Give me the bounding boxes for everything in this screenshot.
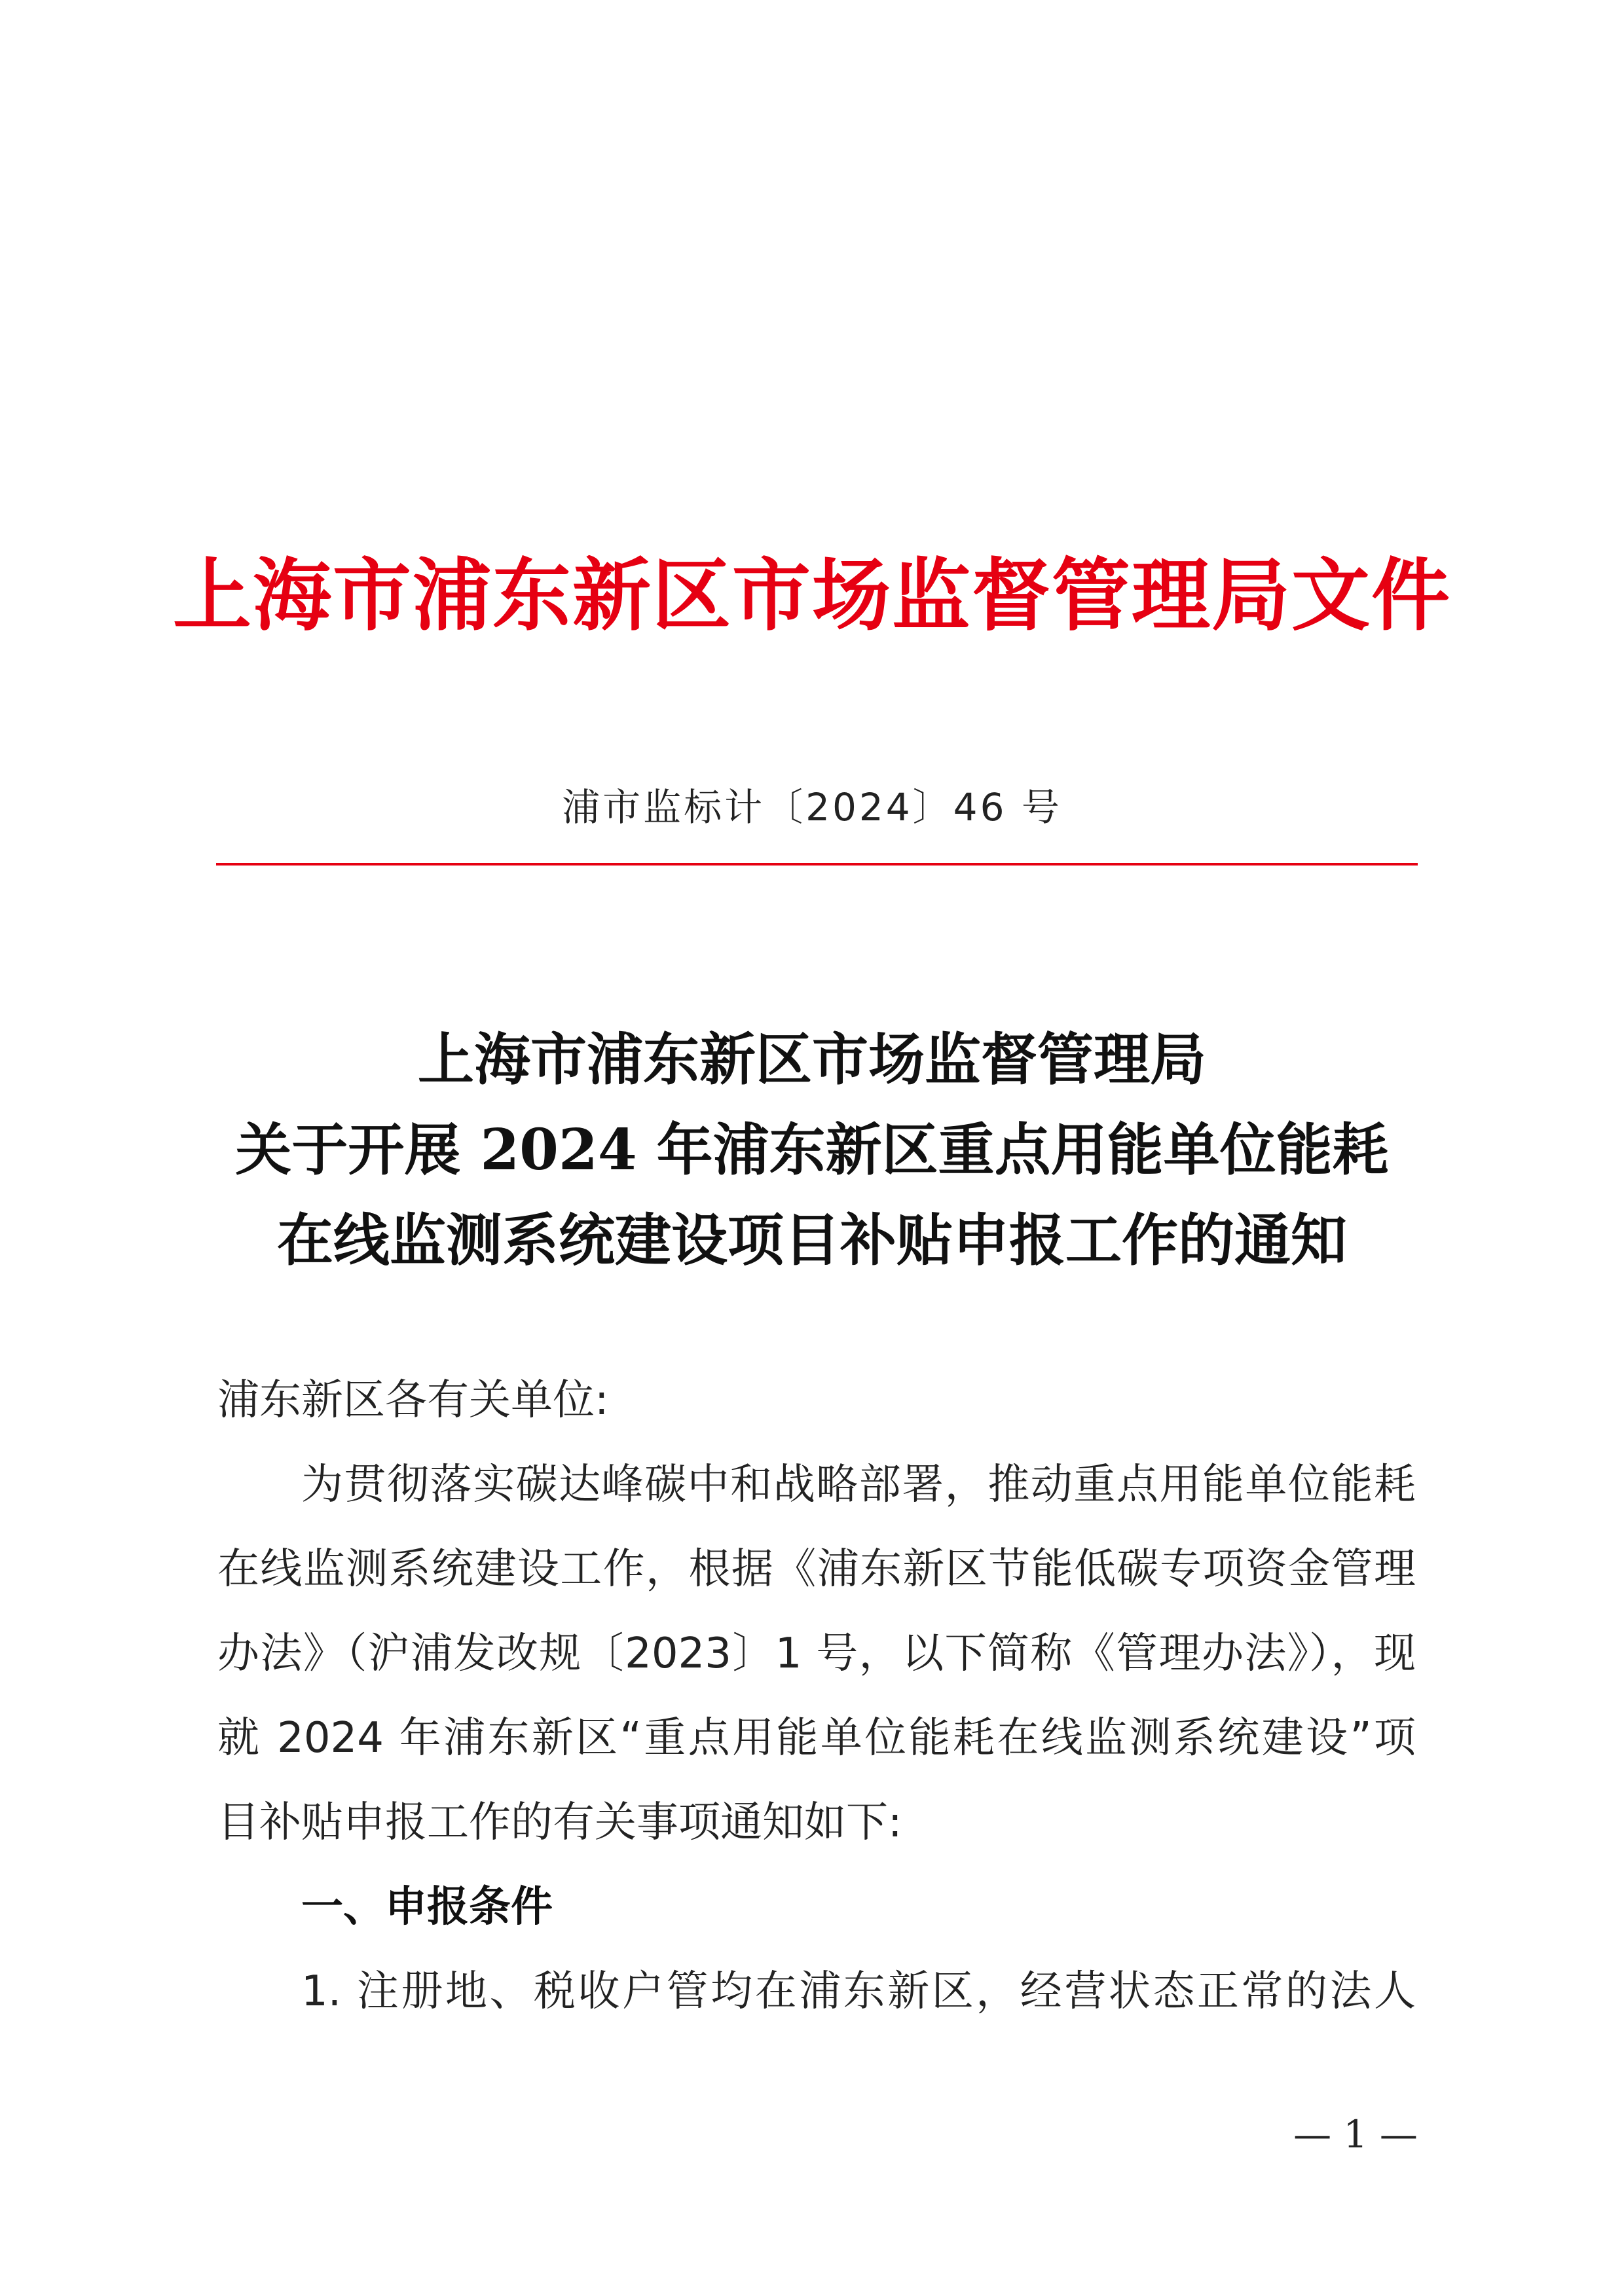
salutation: 浦东新区各有关单位: — [217, 1376, 609, 1425]
notice-title-line: 在线监测系统建设项目补贴申报工作的通知 — [277, 1207, 1347, 1273]
paragraph-line: 办法》（沪浦发改规〔2023〕1 号，以下简称《管理办法》），现 — [217, 1630, 1416, 1678]
page-number: — 1 — — [1293, 2112, 1418, 2157]
org-file-title: 上海市浦东新区市场监督管理局文件 — [173, 549, 1451, 642]
paragraph-line: 为贯彻落实碳达峰碳中和战略部署，推动重点用能单位能耗 — [301, 1461, 1416, 1509]
paragraph-line: 就 2024 年浦东新区“重点用能单位能耗在线监测系统建设”项 — [217, 1714, 1416, 1762]
intro-paragraph — [217, 1443, 1416, 1865]
notice-title — [0, 1015, 1624, 1286]
notice-title-line: 上海市浦东新区市场监督管理局 — [418, 1027, 1206, 1093]
red-divider-rule — [216, 863, 1418, 866]
notice-title-line: 关于开展 2024 年浦东新区重点用能单位能耗 — [235, 1117, 1389, 1183]
condition-item: 1. 注册地、税收户管均在浦东新区，经营状态正常的法人 — [301, 1967, 1416, 2016]
paragraph-line: 目补贴申报工作的有关事项通知如下: — [217, 1798, 902, 1847]
section-heading: 一、申报条件 — [301, 1883, 553, 1931]
document-number: 浦市监标计〔2024〕46 号 — [562, 785, 1062, 829]
paragraph-line: 在线监测系统建设工作，根据《浦东新区节能低碳专项资金管理 — [217, 1545, 1416, 1594]
